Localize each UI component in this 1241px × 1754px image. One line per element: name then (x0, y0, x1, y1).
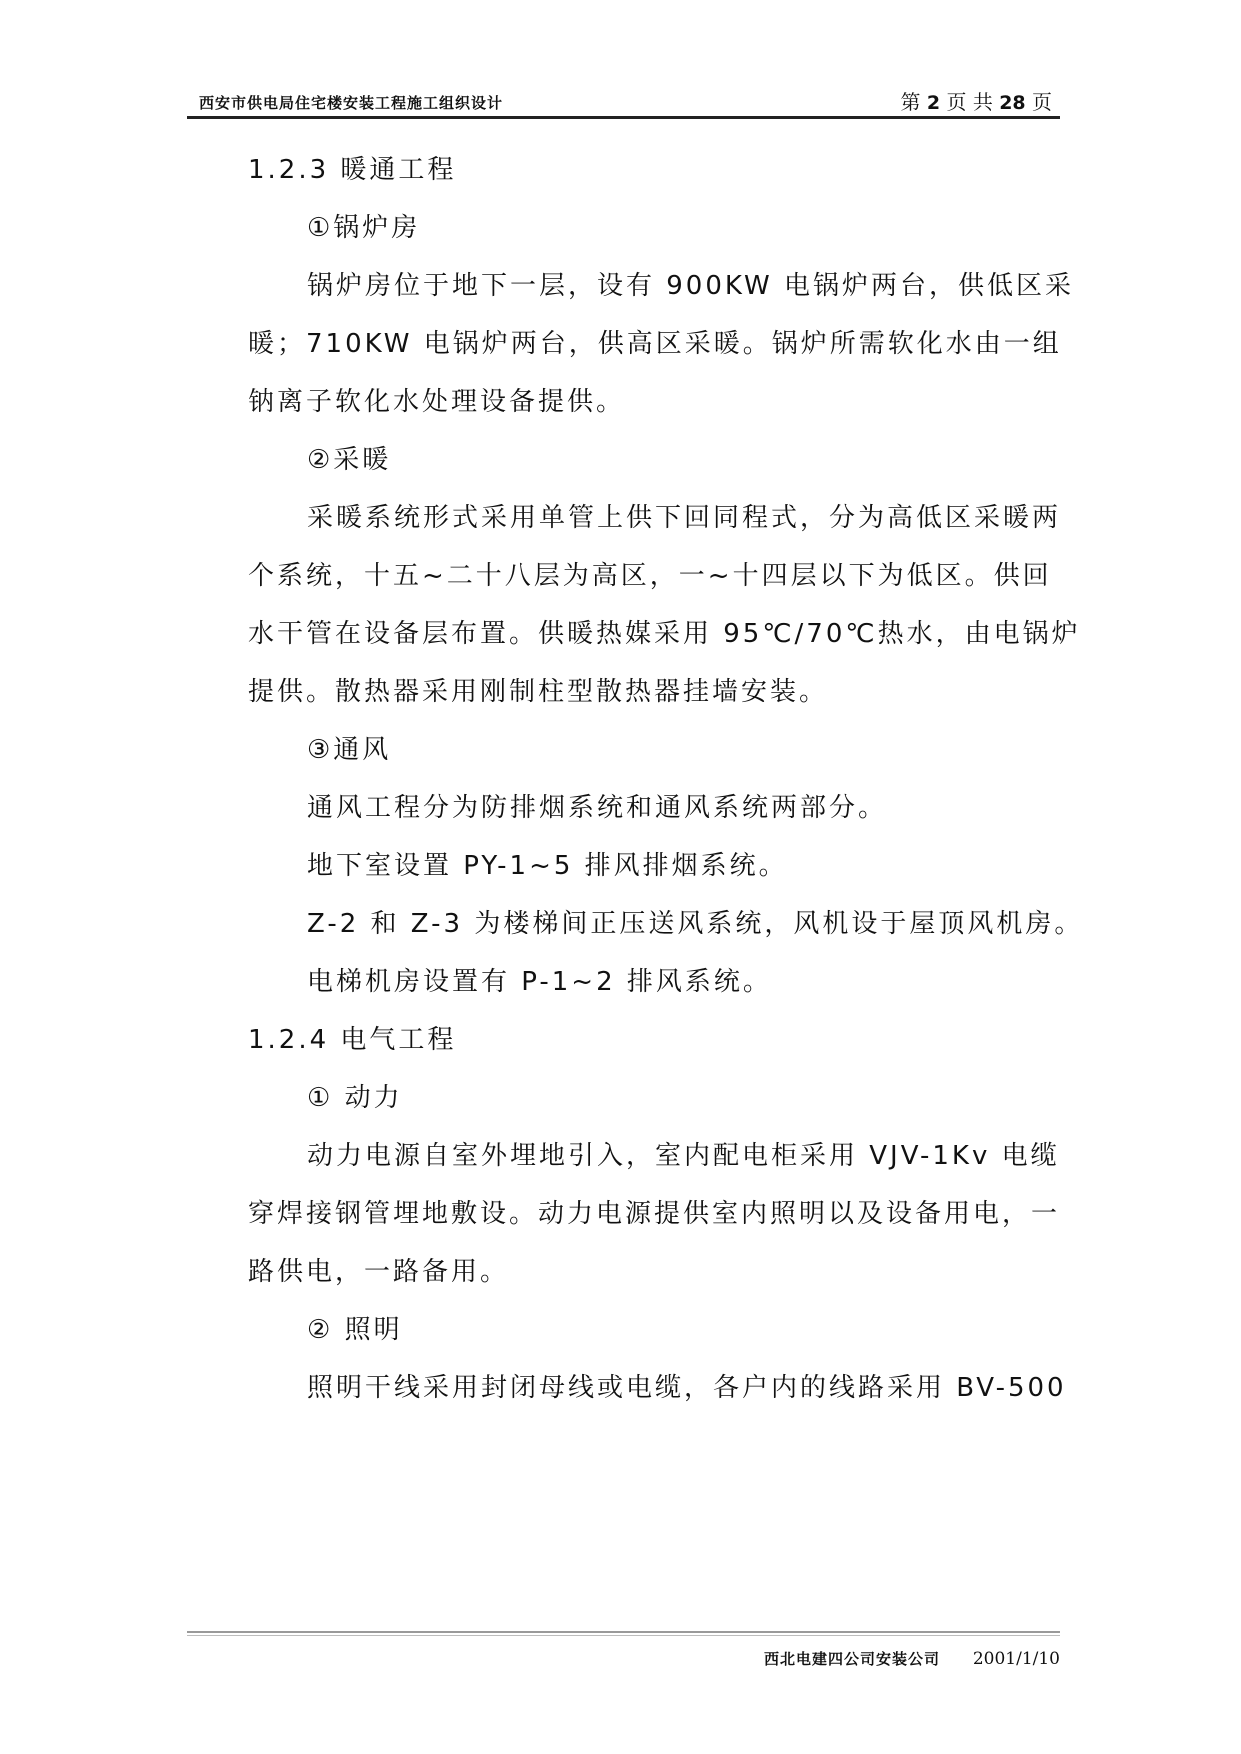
paragraph-line: 采暖系统形式采用单管上供下回同程式，分为高低区采暖两 (307, 503, 1062, 533)
paragraph-line: 通风工程分为防排烟系统和通风系统两部分。 (307, 793, 888, 823)
paragraph-line: Z-2 和 Z-3 为楼梯间正压送风系统，风机设于屋顶风机房。 (307, 909, 1084, 939)
paragraph-line: 地下室设置 PY-1~5 排风排烟系统。 (307, 851, 788, 881)
paragraph-line: 个系统，十五~二十八层为高区，一~十四层以下为低区。供回 (248, 561, 1052, 591)
paragraph-line: 穿焊接钢管埋地敷设。动力电源提供室内照明以及设备用电，一 (248, 1199, 1061, 1229)
footer-divider-thin (187, 1635, 1060, 1636)
subheading-ventilation: ③通风 (307, 735, 392, 765)
header-divider (187, 116, 1060, 119)
page-header (187, 84, 1060, 114)
page-middle: 页 共 (946, 90, 993, 114)
paragraph-line: 钠离子软化水处理设备提供。 (248, 387, 626, 417)
page-indicator (901, 86, 1052, 115)
paragraph-line: 电梯机房设置有 P-1~2 排风系统。 (307, 967, 772, 997)
paragraph-line: 锅炉房位于地下一层，设有 900KW 电锅炉两台，供低区采 (307, 271, 1074, 301)
paragraph-line: 路供电，一路备用。 (248, 1257, 510, 1287)
document-title: 西安市供电局住宅楼安装工程施工组织设计 (199, 94, 504, 112)
subheading-boiler-room: ①锅炉房 (307, 213, 421, 243)
paragraph-line: 提供。散热器采用刚制柱型散热器挂墙安装。 (248, 677, 829, 707)
paragraph-line: 照明干线采用封闭母线或电缆，各户内的线路采用 BV-500 (307, 1373, 1067, 1403)
subheading-heating: ②采暖 (307, 445, 392, 475)
footer-divider (187, 1631, 1060, 1633)
paragraph-line: 水干管在设备层布置。供暖热媒采用 95℃/70℃热水，由电锅炉 (248, 619, 1081, 649)
page-suffix: 页 (1032, 90, 1052, 114)
page-total: 28 (999, 92, 1026, 114)
subheading-power: ① 动力 (307, 1083, 403, 1113)
section-heading-electrical: 1.2.4 电气工程 (248, 1025, 457, 1055)
paragraph-line: 暖；710KW 电锅炉两台，供高区采暖。锅炉所需软化水由一组 (248, 329, 1062, 359)
section-heading-hvac: 1.2.3 暖通工程 (248, 155, 457, 185)
subheading-lighting: ② 照明 (307, 1315, 403, 1345)
paragraph-line: 动力电源自室外埋地引入，室内配电柜采用 VJV-1Kv 电缆 (307, 1141, 1060, 1171)
page-footer (764, 1648, 1060, 1669)
footer-company: 西北电建四公司安装公司 (764, 1650, 941, 1668)
page-number: 2 (926, 92, 941, 114)
page-prefix: 第 (900, 90, 921, 114)
footer-date: 2001/1/10 (972, 1649, 1060, 1669)
